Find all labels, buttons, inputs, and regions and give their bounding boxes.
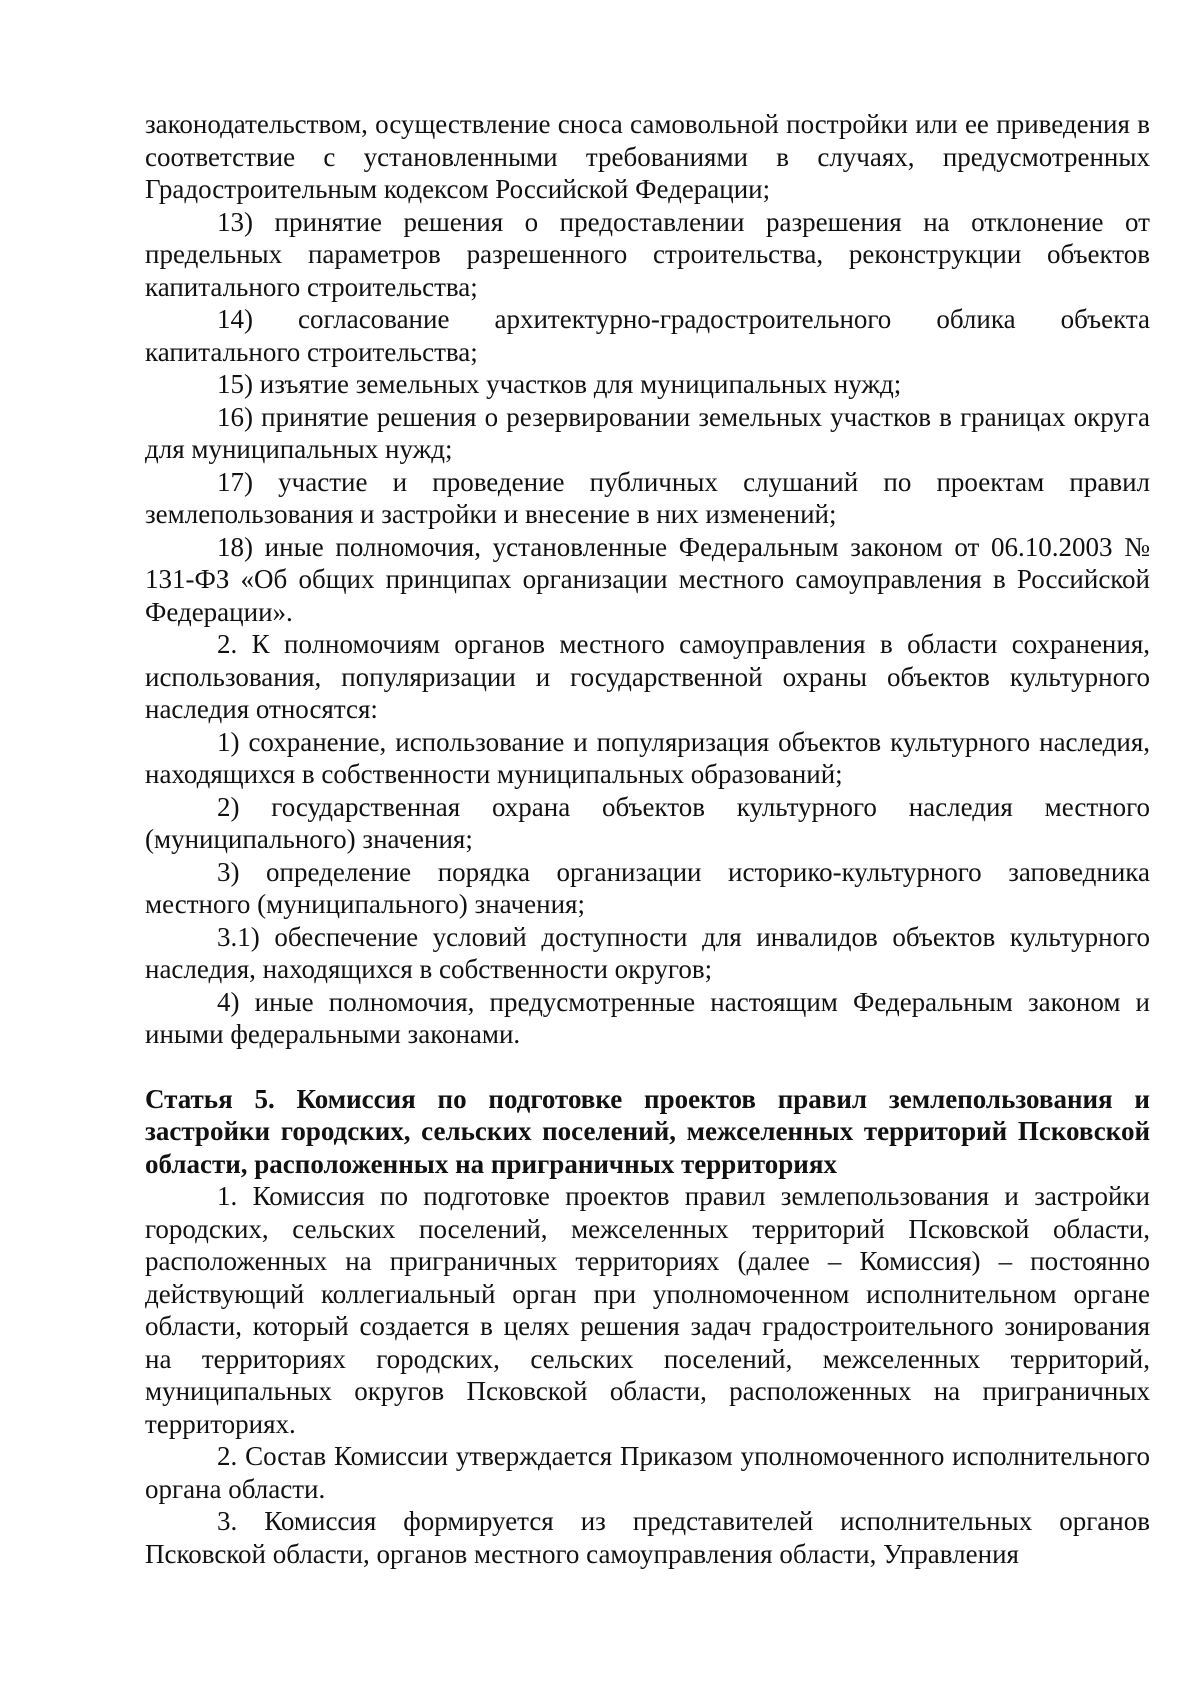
paragraph-article5-item-1: 1. Комиссия по подготовке проектов правил землепользования и застройки городских, сельских поселений, межселенных территорий Псковской области, расположенных на приграничных территориях (далее – Комиссия) – постоянно действующий коллегиальный орган при уполномоченном исполнительном органе области, который создается в целях решения задач градостроительного зонирования на территориях городских, сельских поселений, межселенных территорий, муниципальных округов Псковской области, расположенных на приграничных территориях. bbox=[145, 1181, 1150, 1439]
paragraph-item-17: 17) участие и проведение публичных слушаний по проектам правил землепользования и застройки и внесение в них изменений; bbox=[145, 466, 1150, 529]
paragraph-heritage-item-3: 3) определение порядка организации историко-культурного заповедника местного (муниципального) значения; bbox=[145, 856, 1150, 919]
paragraph-heritage-item-4: 4) иные полномочия, предусмотренные настоящим Федеральным законом и иными федеральными законами. bbox=[145, 986, 1150, 1049]
document-page bbox=[145, 108, 1150, 1570]
paragraph-heritage-item-3-1: 3.1) обеспечение условий доступности для инвалидов объектов культурного наследия, находящихся в собственности округов; bbox=[145, 921, 1150, 984]
paragraph-item-13: 13) принятие решения о предоставлении разрешения на отклонение от предельных параметров разрешенного строительства, реконструкции объектов капитального строительства; bbox=[145, 206, 1150, 302]
paragraph-article5-item-2: 2. Состав Комиссии утверждается Приказом уполномоченного исполнительного органа области. bbox=[145, 1441, 1150, 1504]
paragraph-continuation: законодательством, осуществление сноса самовольной постройки или ее приведения в соответствие с установленными требованиями в случаях, предусмотренных Градостроительным кодексом Российской Федерации; bbox=[145, 109, 1150, 204]
paragraph-section-2: 2. К полномочиям органов местного самоуправления в области сохранения, использования, популяризации и государственной охраны объектов культурного наследия относятся: bbox=[145, 629, 1150, 724]
paragraph-item-16: 16) принятие решения о резервировании земельных участков в границах округа для муниципальных нужд; bbox=[145, 401, 1150, 464]
paragraph-item-18: 18) иные полномочия, установленные Федеральным законом от 06.10.2003 № 131-ФЗ «Об общих принципах организации местного самоуправления в Российской Федерации». bbox=[145, 531, 1150, 627]
paragraph-heritage-item-1: 1) сохранение, использование и популяризация объектов культурного наследия, находящихся в собственности муниципальных образований; bbox=[145, 726, 1150, 789]
article-5-heading: Статья 5. Комиссия по подготовке проектов правил землепользования и застройки городских, сельских поселений, межселенных территорий Псковской области, расположенных на приграничных территориях bbox=[145, 1083, 1150, 1179]
paragraph-article5-item-3: 3. Комиссия формируется из представителей исполнительных органов Псковской области, органов местного самоуправления области, Управления bbox=[145, 1506, 1150, 1569]
paragraph-heritage-item-2: 2) государственная охрана объектов культурного наследия местного (муниципального) значения; bbox=[145, 791, 1150, 854]
paragraph-item-14: 14) согласование архитектурно-градостроительного облика объекта капитального строительства; bbox=[145, 304, 1150, 367]
paragraph-item-15: 15) изъятие земельных участков для муниципальных нужд; bbox=[217, 369, 902, 399]
